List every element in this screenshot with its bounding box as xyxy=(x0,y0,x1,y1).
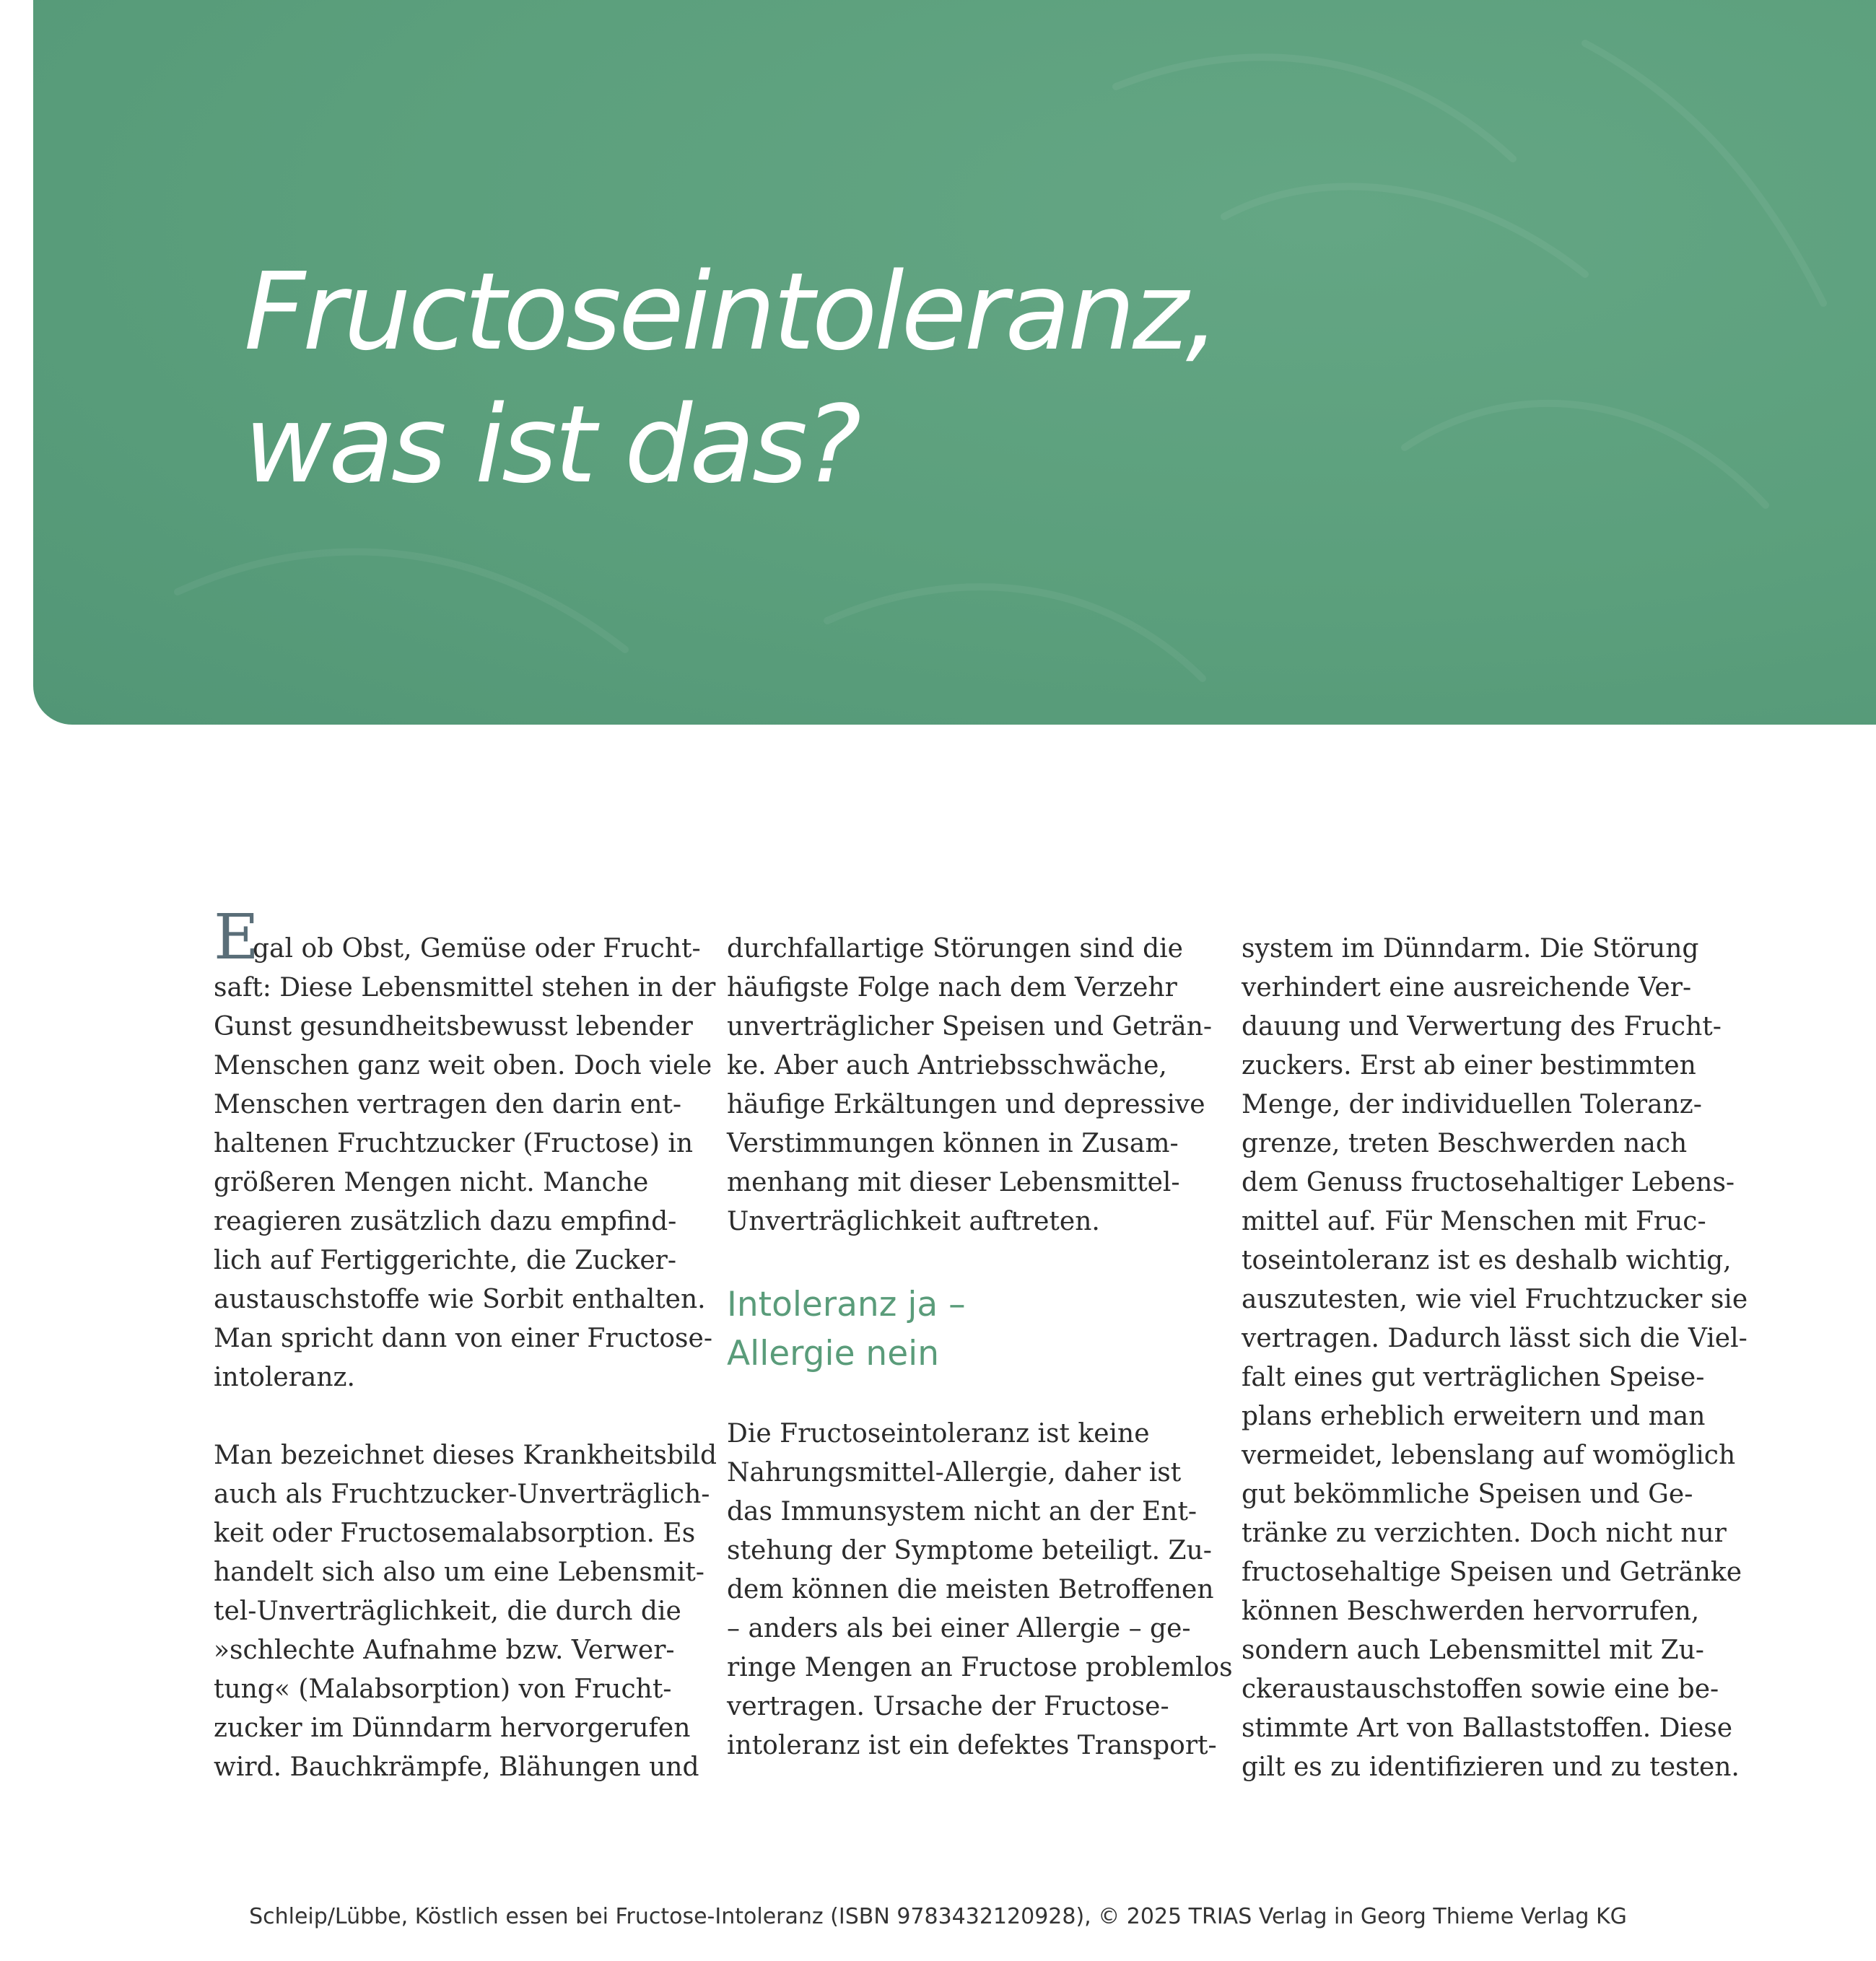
text-line: lich auf Fertiggerichte, die Zucker- xyxy=(214,1246,677,1275)
text-line: – anders als bei einer Allergie – ge- xyxy=(727,1614,1191,1643)
text-line: sondern auch Lebensmittel mit Zu- xyxy=(1242,1635,1704,1665)
text-line: Menschen vertragen den darin ent- xyxy=(214,1090,682,1119)
text-line: keit oder Fructosemalabsorption. Es xyxy=(214,1519,696,1548)
text-line: reagieren zusätzlich dazu empfind- xyxy=(214,1207,677,1236)
title-line-1: Fructoseintoleranz, xyxy=(244,250,1217,374)
text-line: vertragen. Ursache der Fructose- xyxy=(727,1692,1169,1721)
section-heading: Allergie nein xyxy=(727,1334,939,1373)
text-line: stimmte Art von Ballaststoffen. Diese xyxy=(1242,1713,1733,1743)
title-line-2: was ist das? xyxy=(244,383,859,507)
text-line: menhang mit dieser Lebensmittel- xyxy=(727,1168,1180,1197)
text-line: tel-Unverträglichkeit, die durch die xyxy=(214,1597,681,1626)
text-line: system im Dünndarm. Die Störung xyxy=(1242,934,1699,964)
text-line: ckeraustauschstoffen sowie eine be- xyxy=(1242,1674,1719,1704)
text-line: häufige Erkältungen und depressive xyxy=(727,1090,1205,1119)
text-line: Man spricht dann von einer Fructose- xyxy=(214,1324,712,1353)
text-column-3 xyxy=(1242,930,1748,1787)
text-line: ke. Aber auch Antriebsschwäche, xyxy=(727,1051,1167,1080)
text-line: stehung der Symptome beteiligt. Zu- xyxy=(727,1536,1212,1565)
text-line: Unverträglichkeit auftreten. xyxy=(727,1207,1100,1236)
text-line: Man bezeichnet dieses Krankheitsbild xyxy=(214,1441,717,1470)
copyright-footer: Schleip/Lübbe, Köstlich essen bei Fructose-Intoleranz (ISBN 9783432120928), © 2025 TRIAS Verlag in Georg Thieme Verlag KG xyxy=(249,1904,1627,1929)
text-line: Verstimmungen können in Zusam- xyxy=(727,1129,1179,1158)
paragraph-gap xyxy=(727,1241,1206,1280)
text-line: zucker im Dünndarm hervorgerufen xyxy=(214,1713,691,1743)
text-line: intoleranz. xyxy=(214,1363,355,1392)
text-line: plans erheblich erweitern und man xyxy=(1242,1402,1706,1431)
text-line: falt eines gut verträglichen Speise- xyxy=(1242,1363,1705,1392)
text-line: vermeidet, lebenslang auf womöglich xyxy=(1242,1441,1736,1470)
text-line: haltenen Fruchtzucker (Fructose) in xyxy=(214,1129,694,1158)
text-line: gilt es zu identifizieren und zu testen. xyxy=(1242,1752,1740,1782)
text-line: gut bekömmliche Speisen und Ge- xyxy=(1242,1480,1693,1509)
text-line: dem Genuss fructosehaltiger Lebens- xyxy=(1242,1168,1735,1197)
title-banner xyxy=(33,0,1876,725)
text-line: auch als Fruchtzucker-Unverträglich- xyxy=(214,1480,710,1509)
text-line: austauschstoffe wie Sorbit enthalten. xyxy=(214,1285,706,1314)
drop-cap: E xyxy=(214,901,259,974)
text-line: intoleranz ist ein defektes Transport- xyxy=(727,1731,1217,1760)
text-line: Gunst gesundheitsbewusst lebender xyxy=(214,1012,693,1041)
text-line: auszutesten, wie viel Fruchtzucker sie xyxy=(1242,1285,1748,1314)
text-line: fructosehaltige Speisen und Getränke xyxy=(1242,1558,1742,1587)
text-line: größeren Mengen nicht. Manche xyxy=(214,1168,649,1197)
text-line: dauung und Verwertung des Frucht- xyxy=(1242,1012,1722,1041)
text-line: wird. Bauchkrämpfe, Blähungen und xyxy=(214,1752,699,1782)
text-line: häufigste Folge nach dem Verzehr xyxy=(727,973,1177,1003)
text-line: können Beschwerden hervorrufen, xyxy=(1242,1597,1700,1626)
text-line: gal ob Obst, Gemüse oder Frucht- xyxy=(253,934,701,964)
paragraph-gap xyxy=(727,1379,1206,1415)
text-line: tränke zu verzichten. Doch nicht nur xyxy=(1242,1519,1727,1548)
text-column-1 xyxy=(214,930,717,1787)
text-line: zuckers. Erst ab einer bestimmten xyxy=(1242,1051,1696,1080)
text-line: »schlechte Aufnahme bzw. Verwer- xyxy=(214,1635,675,1665)
text-line: verhindert eine ausreichende Ver- xyxy=(1242,973,1692,1003)
text-line: unverträglicher Speisen und Geträn- xyxy=(727,1012,1213,1041)
text-line: das Immunsystem nicht an der Ent- xyxy=(727,1497,1197,1527)
text-line: grenze, treten Beschwerden nach xyxy=(1242,1129,1688,1158)
text-column-2 xyxy=(727,930,1233,1765)
page-title xyxy=(244,245,1217,511)
paragraph-gap xyxy=(214,1397,693,1436)
text-line: Menge, der individuellen Toleranz- xyxy=(1242,1090,1702,1119)
text-line: ringe Mengen an Fructose problemlos xyxy=(727,1653,1233,1682)
text-line: mittel auf. Für Menschen mit Fruc- xyxy=(1242,1207,1706,1236)
text-line: durchfallartige Störungen sind die xyxy=(727,934,1183,964)
section-heading: Intoleranz ja – xyxy=(727,1285,966,1324)
text-line: handelt sich also um eine Lebensmit- xyxy=(214,1558,704,1587)
text-line: Menschen ganz weit oben. Doch viele xyxy=(214,1051,712,1080)
text-line: dem können die meisten Betroffenen xyxy=(727,1575,1214,1604)
text-line: toseintoleranz ist es deshalb wichtig, xyxy=(1242,1246,1732,1275)
text-line: saft: Diese Lebensmittel stehen in der xyxy=(214,973,716,1003)
text-line: tung« (Malabsorption) von Frucht- xyxy=(214,1674,672,1704)
text-line: Die Fructoseintoleranz ist keine xyxy=(727,1419,1150,1449)
text-line: vertragen. Dadurch lässt sich die Viel- xyxy=(1242,1324,1748,1353)
text-line: Nahrungsmittel-Allergie, daher ist xyxy=(727,1458,1182,1488)
